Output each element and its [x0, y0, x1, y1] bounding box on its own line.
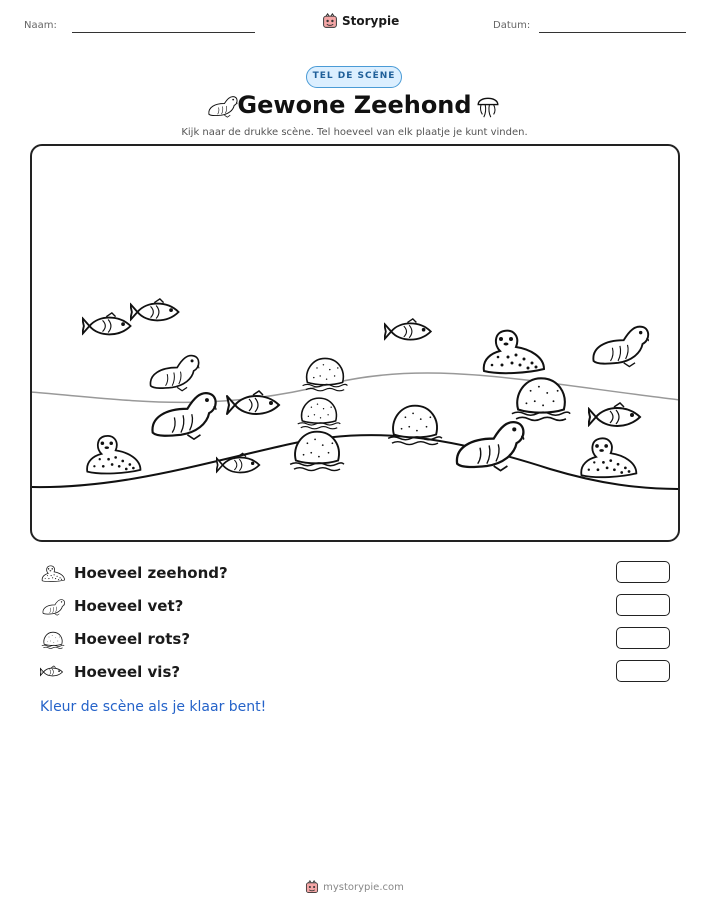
- fish: [227, 391, 279, 414]
- seal: [457, 422, 524, 470]
- question-row-blubber: [40, 594, 670, 618]
- seal: [150, 356, 198, 391]
- page-title: Gewone Zeehond: [237, 91, 472, 119]
- coloring-instruction: Kleur de scène als je klaar bent!: [40, 699, 267, 715]
- footer-url[interactable]: mystorypie.com: [323, 881, 404, 893]
- spotted-seal: [484, 331, 544, 373]
- name-line[interactable]: [72, 32, 255, 33]
- counting-scene: [30, 144, 680, 542]
- storypie-logo-icon: [322, 13, 338, 29]
- question-row-rock: [40, 627, 670, 651]
- question-label: Hoeveel zeehond?: [74, 564, 228, 582]
- date-line[interactable]: [539, 32, 686, 33]
- water-line-back: [30, 373, 680, 402]
- question-row-seal: [40, 561, 670, 585]
- seal: [152, 393, 215, 439]
- page-subtitle: Kijk naar de drukke scène. Tel hoeveel van elk plaatje je kunt vinden.: [181, 127, 528, 138]
- blubber-seal-icon: [40, 596, 66, 616]
- seal-icon: [40, 563, 66, 583]
- date-label: Datum:: [493, 20, 531, 31]
- rock: [298, 398, 341, 429]
- question-label: Hoeveel vis?: [74, 663, 181, 681]
- question-row-fish: [40, 660, 670, 684]
- question-label: Hoeveel vet?: [74, 597, 184, 615]
- rock-icon: [40, 629, 66, 649]
- fish: [82, 313, 131, 334]
- name-label: Naam:: [24, 20, 57, 31]
- spotted-seal: [87, 436, 140, 474]
- rock: [388, 406, 442, 445]
- brand: [322, 13, 399, 29]
- fish: [384, 319, 431, 340]
- fish: [216, 453, 259, 472]
- fish: [588, 403, 640, 426]
- seal: [593, 327, 648, 367]
- answer-box-rock[interactable]: [616, 627, 670, 649]
- footer: [0, 880, 709, 894]
- answer-box-blubber[interactable]: [616, 594, 670, 616]
- answer-box-fish[interactable]: [616, 660, 670, 682]
- question-label: Hoeveel rots?: [74, 630, 191, 648]
- fish-icon: [40, 662, 66, 682]
- spotted-seal: [581, 438, 636, 477]
- activity-badge: TEL DE SCÈNE: [306, 66, 402, 88]
- brand-name: Storypie: [342, 14, 400, 28]
- fish: [130, 299, 179, 320]
- jellyfish-title-icon: [474, 91, 502, 121]
- answer-box-seal[interactable]: [616, 561, 670, 583]
- storypie-logo-icon: [305, 880, 319, 894]
